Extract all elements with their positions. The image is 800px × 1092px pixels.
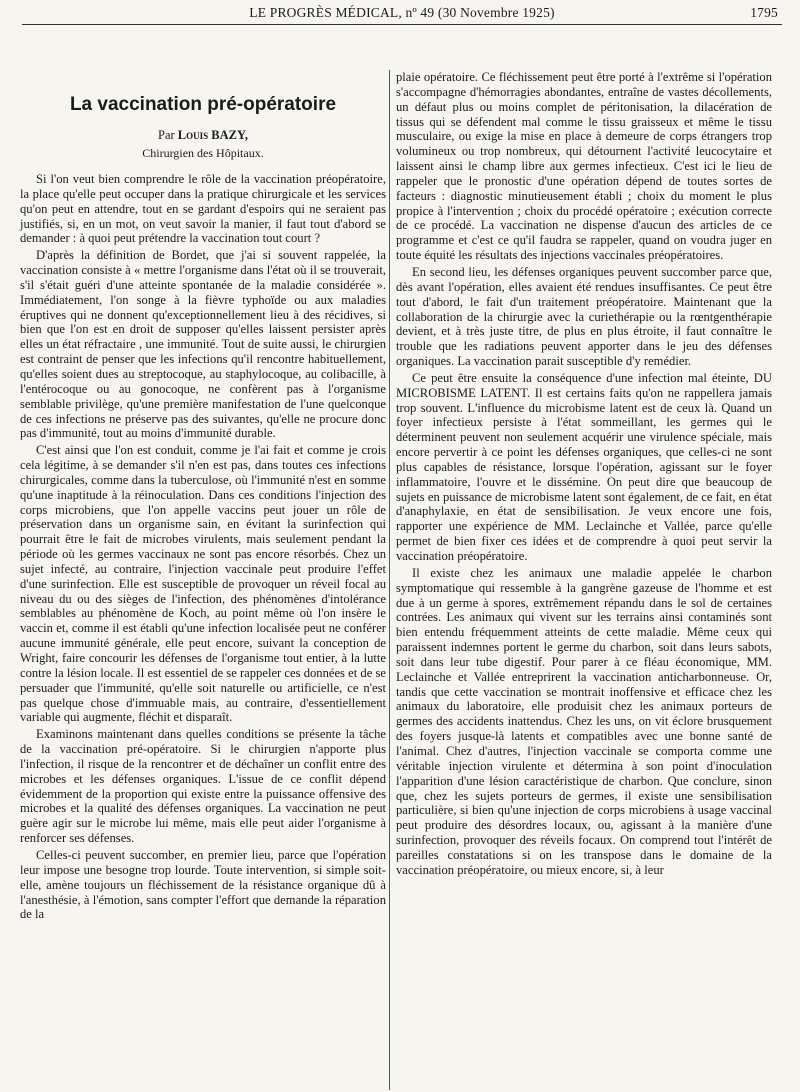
paragraph: plaie opératoire. Ce fléchissement peut être porté à l'extrême si l'opération s'accompagne d'hémorragies abondantes, entraîne de vastes décollements, un défaut plus ou moins complet de péritonisation, la dilacération de tissus qui se défendent mal comme le tissu graisseux et même le tissu musculaire, ou exige la mise en place à demeure de corps étrangers trop volumineux ou trop nombreux, qui détournent l'activité leucocytaire et laissent ainsi le champ libre aux germes infectieux. C'est ici le lieu de rappeler que le pronostic d'une opération dépend de toutes sortes de facteurs : diagnostic minutieusement établi ; choix du moment le plus propice à l'intervention ; choix du procédé opératoire ; exécution correcte de ce procédé. La vaccination ne dispense d'aucun des articles de ce programme et c'est ce qu'il faudra se rappeler, quand on voudra juger en toute équité les résultats des injections vaccinales préopératoires. bbox=[396, 70, 772, 263]
paragraph: En second lieu, les défenses organiques peuvent succomber parce que, dès avant l'opération, elles avaient été rendues insuffisantes. Ce peut être tout d'abord, le fait d'un traitement préopératoire. Maintenant que la collaboration de la chirurgie avec la curiethérapie ou la rœntgenthérapie devient, et à très juste titre, de plus en plus étroite, il faut connaître le trouble que les radiations peuvent apporter dans le jeu des défenses organiques. La vaccination parait susceptible d'y remédier. bbox=[396, 264, 772, 369]
left-column bbox=[20, 172, 386, 922]
journal-header: LE PROGRÈS MÉDICAL, nº 49 (30 Novembre 1925) bbox=[249, 5, 555, 20]
article-title: La vaccination pré-opératoire bbox=[69, 94, 337, 115]
author-name: Louis BAZY, bbox=[177, 128, 248, 142]
article-heading bbox=[20, 94, 386, 161]
byline bbox=[20, 128, 386, 143]
column-divider bbox=[389, 70, 390, 1090]
paragraph: Ce peut être ensuite la conséquence d'une infection mal éteinte, DU MICROBISME LATENT. Il est certains faits qu'on ne rappellera jamais trop souvent. L'influence du microbisme latent est de ceux là. Quand un foyer infectieux persiste à l'état sommeillant, les germes qui le déterminent peuvent non seulement acquérir une virulence spéciale, mais encore pervertir à ce point les défenses organiques, que celles-ci ne sont plus capables de résistance, lorsque l'opération, agissant sur le foyer inflammatoire, l'ouvre et le dissémine. On peut dire que beaucoup de sujets en puissance de microbisme latent sont également, de ce fait, en état d'anaphylaxie, en état de sensibilisation. Je veux encore une fois, rapporter une expérience de MM. Leclainche et Vallée, parce qu'elle permet de bien fixer ces idées et de comprendre à quoi peut servir la vaccination préopératoire. bbox=[396, 370, 772, 563]
author-affiliation: Chirurgien des Hôpitaux. bbox=[142, 146, 264, 160]
paragraph: Celles-ci peuvent succomber, en premier lieu, parce que l'opération leur impose une besogne trop lourde. Toute intervention, si simple soit-elle, amène toujours un fléchissement de la résistance organique dû à l'anesthésie, à l'émotion, sans compter l'effort que demande la réparation de la bbox=[20, 847, 386, 922]
right-column bbox=[396, 70, 772, 878]
running-header bbox=[22, 2, 782, 25]
paragraph: Il existe chez les animaux une maladie appelée le charbon symptomatique qui ressemble à la gangrène gazeuse de l'homme et est due à un germe à spores, extrêmement répandu dans le sol de certaines contrées. Les animaux qui vivent sur les terrains ainsi contaminés sont bien entendu fréquemment atteints de cette maladie. Même ceux qui paraissent indemnes portent le germe du charbon, soit dans leurs sabots, soit dans leur tube digestif. Pour parer à ce fléau économique, MM. Leclainche et Vallée entreprirent la vaccination anticharbonneuse. Or, tandis que cette vaccination se montrait inoffensive et efficace chez les animaux du laboratoire, elle produisit chez les animaux porteurs de germes des accidents inattendus. Chez les uns, on vit éclore brusquement des foyers jusque-là latents et compatibles avec une bonne santé de l'animal. Chez d'autres, l'injection vaccinale se comporta comme une véritable injection virulente et détermina à son point d'inoculation l'apparition d'une lésion caractéristique de charbon. Que conclure, sinon que, chez les sujets porteurs de germes, il existe une sensibilisation particulière, si bien qu'une injection de corps microbiens à usage vaccinal peut produire des désordres locaux, ou, agissant à la manière d'une surinfection, provoquer des réveils focaux. On comprend tout l'intérêt de pareilles constatations si on les transpose dans le domaine de la vaccination préopératoire, ou mieux encore, si, à leur bbox=[396, 565, 772, 877]
page-number: 1795 bbox=[750, 5, 778, 20]
paragraph: C'est ainsi que l'on est conduit, comme je l'ai fait et comme je crois cela légitime, à se demander s'il n'en est pas, dans toutes ces infections chirurgicales, comme dans la tuberculose, où l'immunité n'est en somme qu'une inaptitude à la réinoculation. Dans ces conditions l'injection des corps microbiens, que l'on appelle vaccins peut jouer un rôle de préservation dans un organisme sain, en évitant la surinfection qui pourrait être le fait de microbes virulents, mais seulement pendant la période où les germes vaccinaux ne sont pas encore résorbés. Chez un sujet infecté, au contraire, l'injection vaccinale peut produire l'effet d'une surinfection. Elle est susceptible de provoquer un réveil focal au niveau du ou des sièges de l'infection, des phénomènes d'intolérance semblables au phénomène de Koch, au point même où l'on insère le vaccin et, comme il est établi qu'une infection localisée peut ne conférer aucune immunité générale, elle peut encore, suivant la conception de Wright, faire concourir les défenses de l'organisme tout entier, à la lutte contre la lésion locale. Il est essentiel de se rappeler ces données et de se persuader que l'immunité, qu'elle soit naturelle ou artificielle, ce n'est pas quelque chose d'immuable mais, au contraire, d'essentiellement variable qui augmente, fléchit et disparaît. bbox=[20, 443, 386, 725]
paragraph: Si l'on veut bien comprendre le rôle de la vaccination préopératoire, la place qu'elle peut occuper dans la pratique chirurgicale et les services qu'on peut en attendre, tout en se gardant d'espoirs qui ne seraient pas justifiés, si, en un mot, on veut savoir la manier, il faut tout d'abord se demander : à quoi peut prétendre la vaccination tout court ? bbox=[20, 172, 386, 246]
paragraph: D'après la définition de Bordet, que j'ai si souvent rappelée, la vaccination consiste à « mettre l'organisme dans l'état où il se trouverait, s'il s'était guéri d'une atteinte spontanée de la maladie considérée ». Immédiatement, l'on songe à la fièvre typhoïde ou aux maladies éruptives qui ne donnent qu'exceptionnellement lieu à des récidives, si bien que l'on est en droit de supposer qu'elles laissent persister après elles un état réfractaire , une immunité. Tout de suite aussi, le chirurgien est contraint de penser que les infections qu'il rencontre habituellement, qu'elles soient dues au streptocoque, au staphylocoque, au colibacille, à l'entérocoque ou au gonocoque, ne confèrent pas à l'organisme semblable privilège, qu'une première manifestation de l'une quelconque de ces infections ne préserve pas des suivantes, qu'elle ne procure donc pas d'immunité, tout au moins d'immunité durable. bbox=[20, 248, 386, 441]
paragraph: Examinons maintenant dans quelles conditions se présente la tâche de la vaccination pré-opératoire. Si le chirurgien n'apporte plus l'infection, il risque de la rencontrer et de déchaîner un conflit entre des microbes et les défenses organiques. L'issue de ce conflit dépend évidemment de la proportion qui existe entre la puissance offensive des microbes et la qualité des défenses organiques. La vaccination ne peut guère agir sur le microbe lui même, mais elle peut aider l'organisme à renforcer ses défenses. bbox=[20, 727, 386, 846]
byline-prefix: Par bbox=[158, 128, 175, 142]
